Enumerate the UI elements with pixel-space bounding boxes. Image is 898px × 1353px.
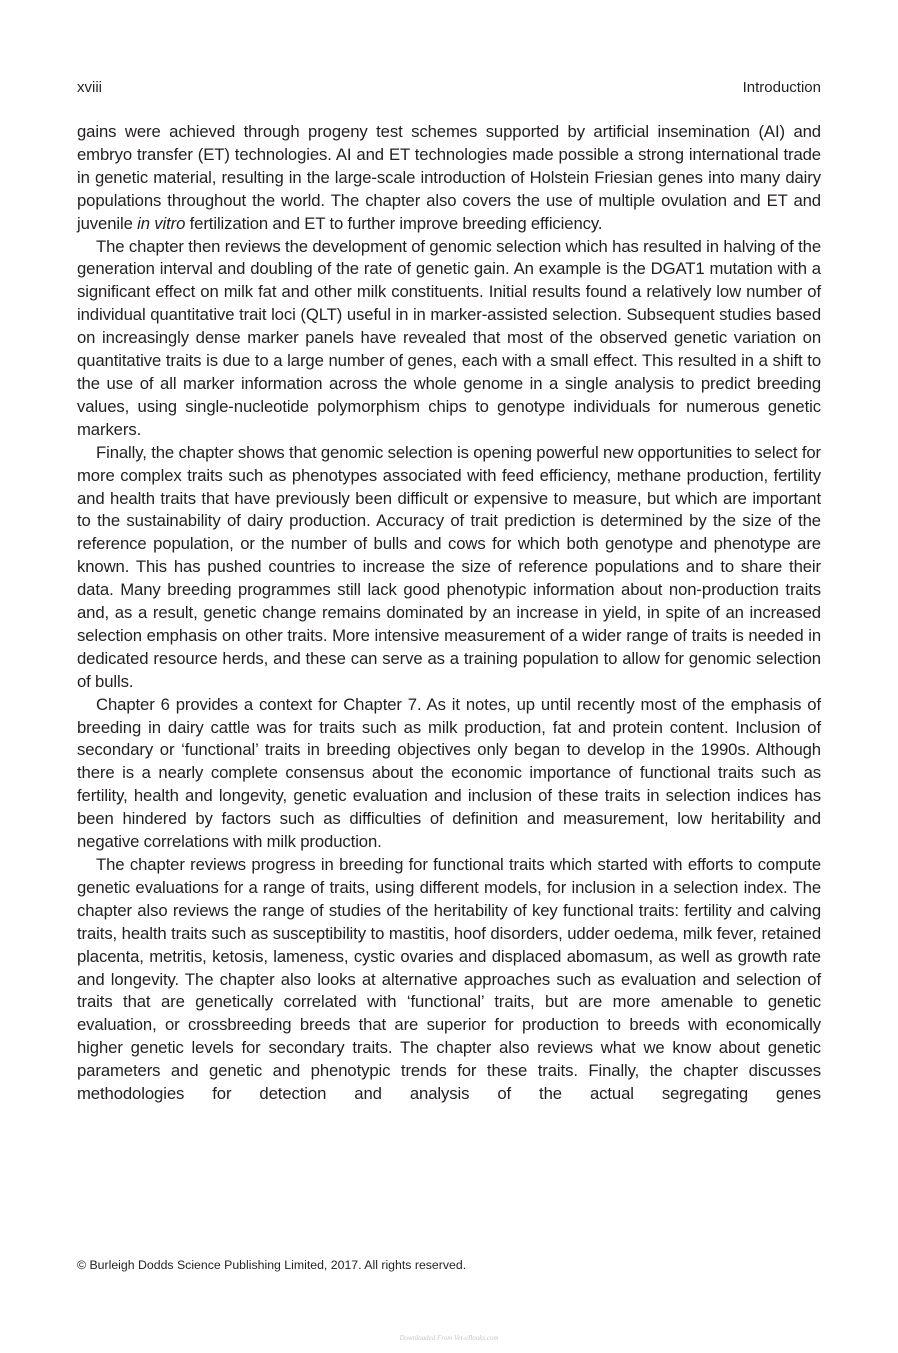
paragraph-1 bbox=[77, 121, 821, 236]
page-number: xviii bbox=[77, 79, 102, 96]
paragraph-3: Finally, the chapter shows that genomic selection is opening powerful new opportunities to select for more complex traits such as phenotypes associated with feed efficiency, methane production, fertility and health traits that have previously been difficult or expensive to measure, but which are important to the sustainability of dairy production. Accuracy of trait prediction is determined by the size of the reference population, or the number of bulls and cows for which both genotype and phenotype are known. This has pushed countries to increase the size of reference populations and to share their data. Many breeding programmes still lack good phenotypic information about non-production traits and, as a result, genetic change remains dominated by an increase in yield, in spite of an increased selection emphasis on other traits. More intensive measurement of a wider range of traits is needed in dedicated resource herds, and these can serve as a training population to allow for genomic selection of bulls. bbox=[77, 442, 821, 691]
copyright-notice: © Burleigh Dodds Science Publishing Limited, 2017. All rights reserved. bbox=[77, 1258, 467, 1272]
paragraph-1-text-a: gains were achieved through progeny test schemes supported by artificial insemination (AI) and embryo transfer (ET) technologies. AI and ET technologies made possible a strong international trade in genetic material, resulting in the large-scale introduction of Holstein Friesian genes into many dairy populations throughout the world. The chapter also covers the use of multiple ovulation and ET and juvenile bbox=[77, 122, 821, 233]
paragraph-2: The chapter then reviews the development of genomic selection which has resulted in halving of the generation interval and doubling of the rate of genetic gain. An example is the DGAT1 mutation with a significant effect on milk fat and other milk constituents. Initial results found a relatively low number of individual quantitative trait loci (QLT) useful in in marker-assisted selection. Subsequent studies based on increasingly dense marker panels have revealed that most of the observed genetic variation on quantitative traits is due to a large number of genes, each with a small effect. This resulted in a shift to the use of all marker information across the whole genome in a single analysis to predict breeding values, using single-nucleotide polymorphism chips to genotype individuals for numerous genetic markers. bbox=[77, 236, 821, 439]
body-text bbox=[77, 121, 821, 1106]
paragraph-1-text-b: fertilization and ET to further improve breeding efficiency. bbox=[185, 213, 603, 233]
paragraph-5: The chapter reviews progress in breeding for functional traits which started with efforts to compute genetic evaluations for a range of traits, using different models, for inclusion in a selection index. The chapter also reviews the range of studies of the heritability of key functional traits: fertility and calving traits, health traits such as susceptibility to mastitis, hoof disorders, udder oedema, milk fever, retained placenta, metritis, ketosis, lameness, cystic ovaries and displaced abomasum, as well as growth rate and longevity. The chapter also looks at alternative approaches such as evaluation and selection of traits that are genetically correlated with ‘functional’ traits, but are more amenable to genetic evaluation, or crossbreeding breeds that are superior for production to breeds with economically higher genetic levels for secondary traits. The chapter also reviews what we know about genetic parameters and genetic and phenotypic trends for these traits. Finally, the chapter discusses methodologies for detection and analysis of the actual segregating genes bbox=[77, 855, 821, 1104]
running-title: Introduction bbox=[742, 79, 821, 96]
watermark: Downloaded From Vet-eBooks.com bbox=[399, 1334, 499, 1342]
paragraph-4: Chapter 6 provides a context for Chapter 7. As it notes, up until recently most of the emphasis of breeding in dairy cattle was for traits such as milk production, fat and protein content. Inclusion of secondary or ‘functional’ traits in breeding objectives only began to develop in the 1990s. Although there is a nearly complete consensus about the economic importance of functional traits such as fertility, health and longevity, genetic evaluation and inclusion of these traits in selection indices has been hindered by factors such as difficulties of definition and measurement, low heritability and negative correlations with milk production. bbox=[77, 694, 821, 852]
running-head bbox=[77, 78, 821, 98]
italic-in-vitro: in vitro bbox=[137, 213, 186, 233]
